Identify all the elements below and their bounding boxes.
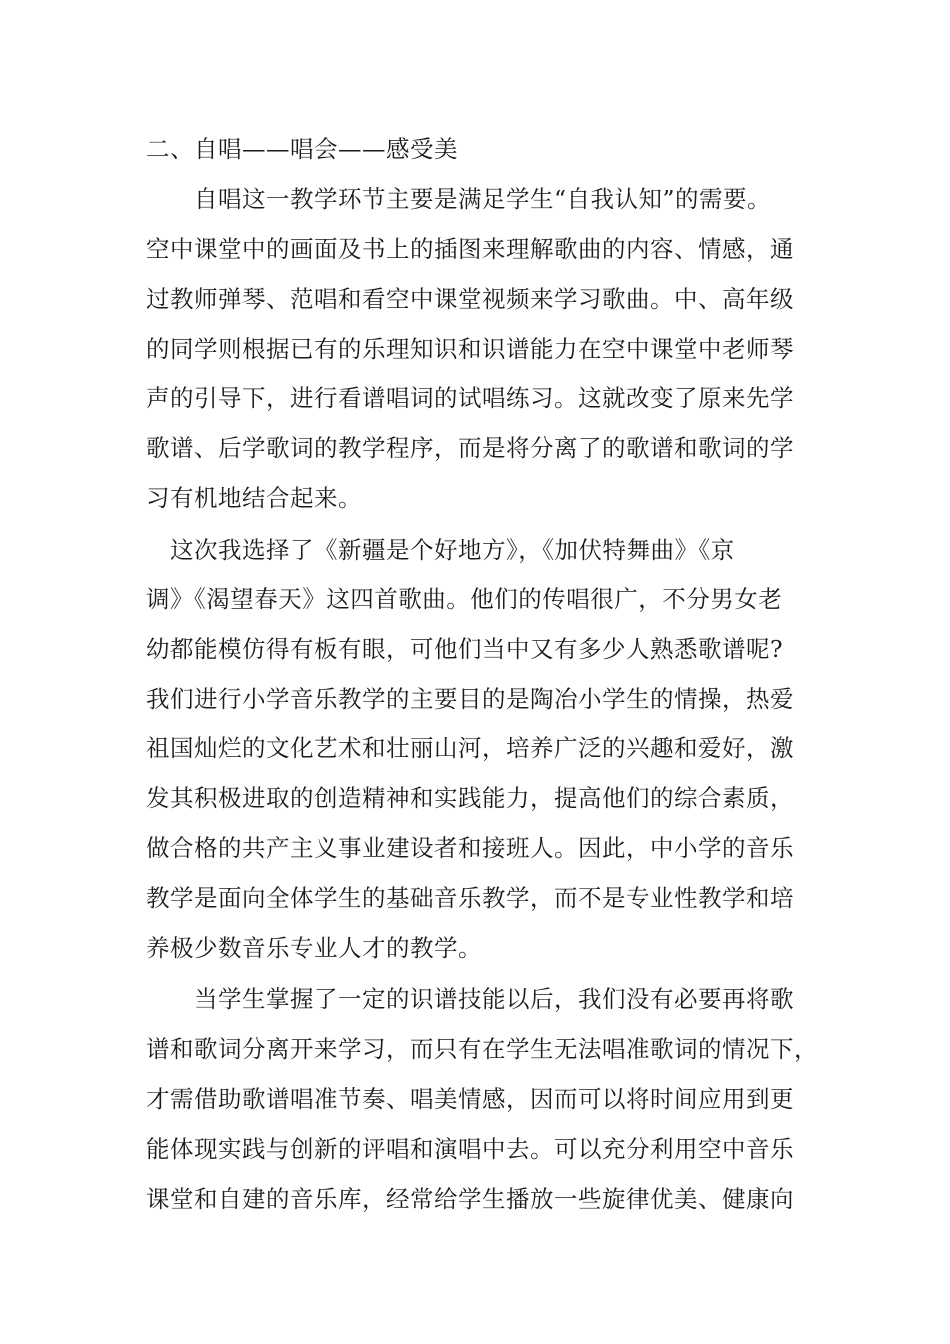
section-heading: 二、自唱——唱会——感受美	[146, 135, 458, 163]
paragraph-line: 能体现实践与创新的评唱和演唱中去。可以充分利用空中音乐	[146, 1135, 794, 1163]
paragraph-line: 养极少数音乐专业人才的教学。	[146, 934, 482, 962]
paragraph-line: 祖国灿烂的文化艺术和壮丽山河，培养广泛的兴趣和爱好，激	[146, 734, 794, 762]
paragraph-line: 声的引导下，进行看谱唱词的试唱练习。这就改变了原来先学	[146, 384, 794, 412]
paragraph-line: 调》《渴望春天》这四首歌曲。他们的传唱很广，不分男女老	[146, 585, 783, 613]
paragraph-line: 空中课堂中的画面及书上的插图来理解歌曲的内容、情感，通	[146, 235, 794, 263]
paragraph-line: 歌谱、后学歌词的教学程序，而是将分离了的歌谱和歌词的学	[146, 434, 794, 462]
paragraph-line: 当学生掌握了一定的识谱技能以后，我们没有必要再将歌	[194, 985, 794, 1013]
paragraph-line: 幼都能模仿得有板有眼，可他们当中又有多少人熟悉歌谱呢?	[146, 635, 784, 663]
paragraph-line: 才需借助歌谱唱准节奏、唱美情感，因而可以将时间应用到更	[146, 1085, 794, 1113]
paragraph-line: 自唱这一教学环节主要是满足学生“自我认知”的需要。	[194, 185, 772, 213]
paragraph-line: 这次我选择了《新疆是个好地方》，《加伏特舞曲》《京	[170, 536, 735, 564]
paragraph-line: 习有机地结合起来。	[146, 484, 362, 512]
paragraph-line: 的同学则根据已有的乐理知识和识谱能力在空中课堂中老师琴	[146, 335, 794, 363]
paragraph-line: 做合格的共产主义事业建设者和接班人。因此，中小学的音乐	[146, 834, 794, 862]
paragraph-line: 教学是面向全体学生的基础音乐教学，而不是专业性教学和培	[146, 884, 794, 912]
paragraph-line: 过教师弹琴、范唱和看空中课堂视频来学习歌曲。中、高年级	[146, 285, 794, 313]
paragraph-line: 我们进行小学音乐教学的主要目的是陶冶小学生的情操，热爱	[146, 685, 794, 713]
paragraph-line: 课堂和自建的音乐库，经常给学生播放一些旋律优美、健康向	[146, 1185, 794, 1213]
paragraph-line: 发其积极进取的创造精神和实践能力，提高他们的综合素质，	[146, 784, 794, 812]
paragraph-line: 谱和歌词分离开来学习，而只有在学生无法唱准歌词的情况下，	[146, 1035, 818, 1063]
